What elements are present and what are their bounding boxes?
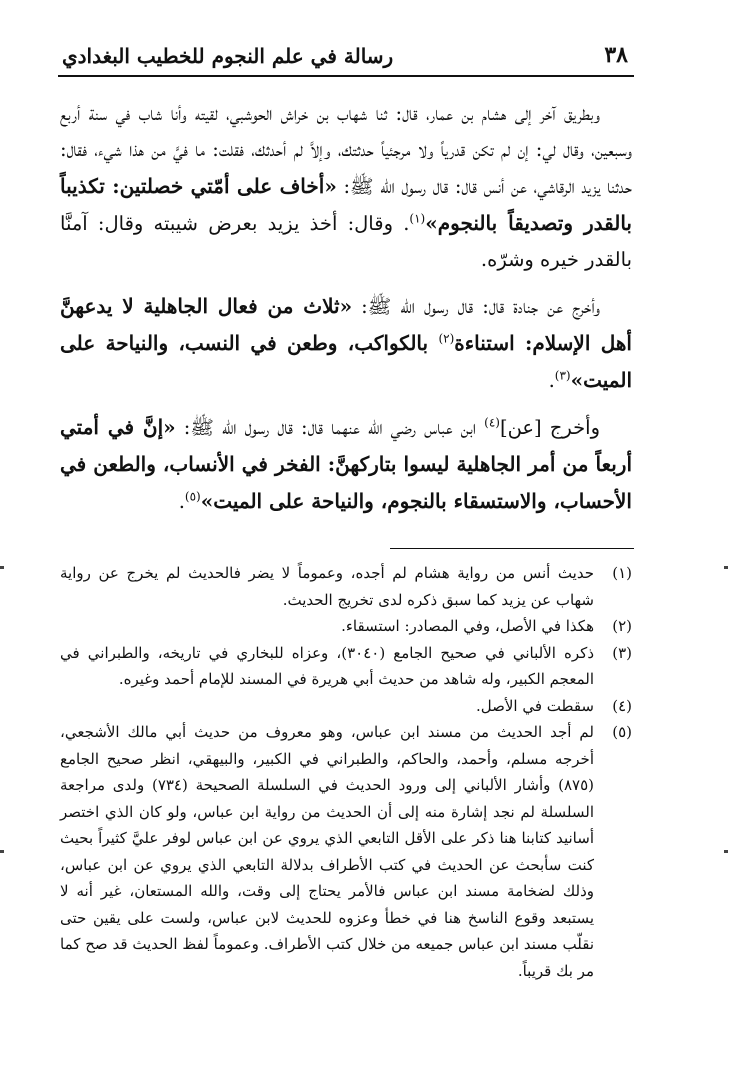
p2-footnote-ref-2: (٣) [554,368,571,383]
p3-footnote-ref-1: (٤) [484,415,500,430]
scan-mark [0,850,4,853]
footnote-text: حديث أنس من رواية هشام لم أجده، وعموماً لا يضر فالحديث لم يخرج عن رواية شهاب عن يزيد كما سبق ذكره لدى تخريج الحديث. [60,564,594,609]
p1-footnote-ref: (١) [409,211,426,226]
footnote [60,719,632,984]
p1-text-a: وبطريق آخر إلى هشام بن عمار، قال: ثنا شهاب بن خراش الحوشبي، لقيته وأنا شاب في سنة أربع وسبعين، وقال لي: إن لم تكن قدرياً ولا مرجئياً حدثتك، وإلاَّ لم أحدثك، فقلت: ما فيَّ من هذا شيء، فقال: حدثنا يزيد الرقاشي، عن أنس قال: قال رسول الله ﷺ: [60,102,632,198]
footnote-number: (١) [612,564,632,582]
p3-text-a: وأخرج [عن] [499,416,600,439]
scan-mark [724,566,728,569]
p3-footnote-ref-2: (٥) [184,489,201,504]
p2-end: . [548,369,555,392]
p2-text-a: وأخرج عن جنادة قال: قال رسول الله ﷺ: [352,295,601,318]
footnote-number: (٣) [612,643,632,662]
page-header [58,42,632,72]
p1-hadith: «أخاف على أمّتي خصلتين: تكذيباً بالقدر وتصديقاً بالنجوم» [60,174,632,235]
footnote-number: (٢) [612,617,632,635]
footnote-text: سقطت في الأصل. [476,696,594,715]
paragraph-1 [60,96,632,278]
footnote-number: (٤) [612,696,632,715]
page-number: ٣٨ [604,42,628,68]
footnote [60,693,632,720]
p1-text-b: . وقال: أخذ يزيد بعرض شيبته وقال: آمنَّا بالقدر خيره وشرّه. [60,212,632,271]
p3-hadith: «إنَّ في أمتي أربعاً من أمر الجاهلية ليسوا بتاركهنَّ: الفخر في الأنساب، والطعن في الأحساب، والاستسقاء بالنجوم، والنياحة على الميت» [60,415,632,513]
p2-hadith-b: بالكواكب، وطعن في النسب، والنياحة على الميت» [60,331,632,392]
footnote-text: هكذا في الأصل، وفي المصادر: استسقاء. [341,617,594,635]
footnote-rule [390,548,634,549]
paragraph-2 [60,288,632,399]
footnote [60,560,632,613]
main-text [60,96,632,530]
p3-end: . [178,490,185,513]
running-title: رسالة في علم النجوم للخطيب البغدادي [62,44,394,68]
scan-mark [724,850,728,853]
footnote-number: (٥) [612,723,632,741]
p3-text-b: ابن عباس رضي الله عنهما قال: قال رسول الله ﷺ: [175,416,485,439]
footnote [60,640,632,693]
header-rule [58,75,634,77]
scan-mark [0,566,4,569]
footnote-text: ذكره الألباني في صحيح الجامع (٣٠٤٠)، وعزاه للبخاري في تاريخه، والطبراني في المعجم الكبير، وله شاهد من حديث أبي هريرة في المسند للإمام أحمد وغيره. [60,643,595,688]
footnote [60,613,632,640]
paragraph-3 [60,409,632,520]
p2-footnote-ref-1: (٢) [438,331,455,346]
p2-hadith-a: «ثلاث من فعال الجاهلية لا يدعهنَّ أهل الإسلام: استناءة [60,294,632,355]
footnotes [60,560,632,984]
footnote-text: لم أجد الحديث من مسند ابن عباس، وهو معروف من حديث أبي مالك الأشجعي، أخرجه مسلم، وأحمد، والحاكم، والطبراني في الكبير، والبيهقي، انظر صحيح الجامع (٨٧٥) وأشار الألباني إلى ورود الحديث في السلسلة الصحيحة (٧٣٤) ولدى مراجعة السلسلة لم نجد إشارة منه إلى أن الحديث من رواية ابن عباس، ولو كان الذي اختصر أسانيد كتابنا هنا ذكر على الأقل التابعي الذي يروي عن ابن عباس لوفر عليَّ كثيراً بحيث كنت سأبحث عن الحديث في كتب الأطراف بدلالة التابعي الذي يروي عن ابن عباس، وذلك لضخامة مسند ابن عباس فالأمر يحتاج إلى وقت، والله المستعان، غير أنه لا يستبعد وقوع الناسخ هنا في خطأ وعزوه للحديث لابن عباس، ولست على يقين حتى نقلّب مسند ابن عباس جميعه من خلال كتب الأطراف. وعموماً لفظ الحديث قد صح كما مر بك قريباً. [60,723,594,980]
